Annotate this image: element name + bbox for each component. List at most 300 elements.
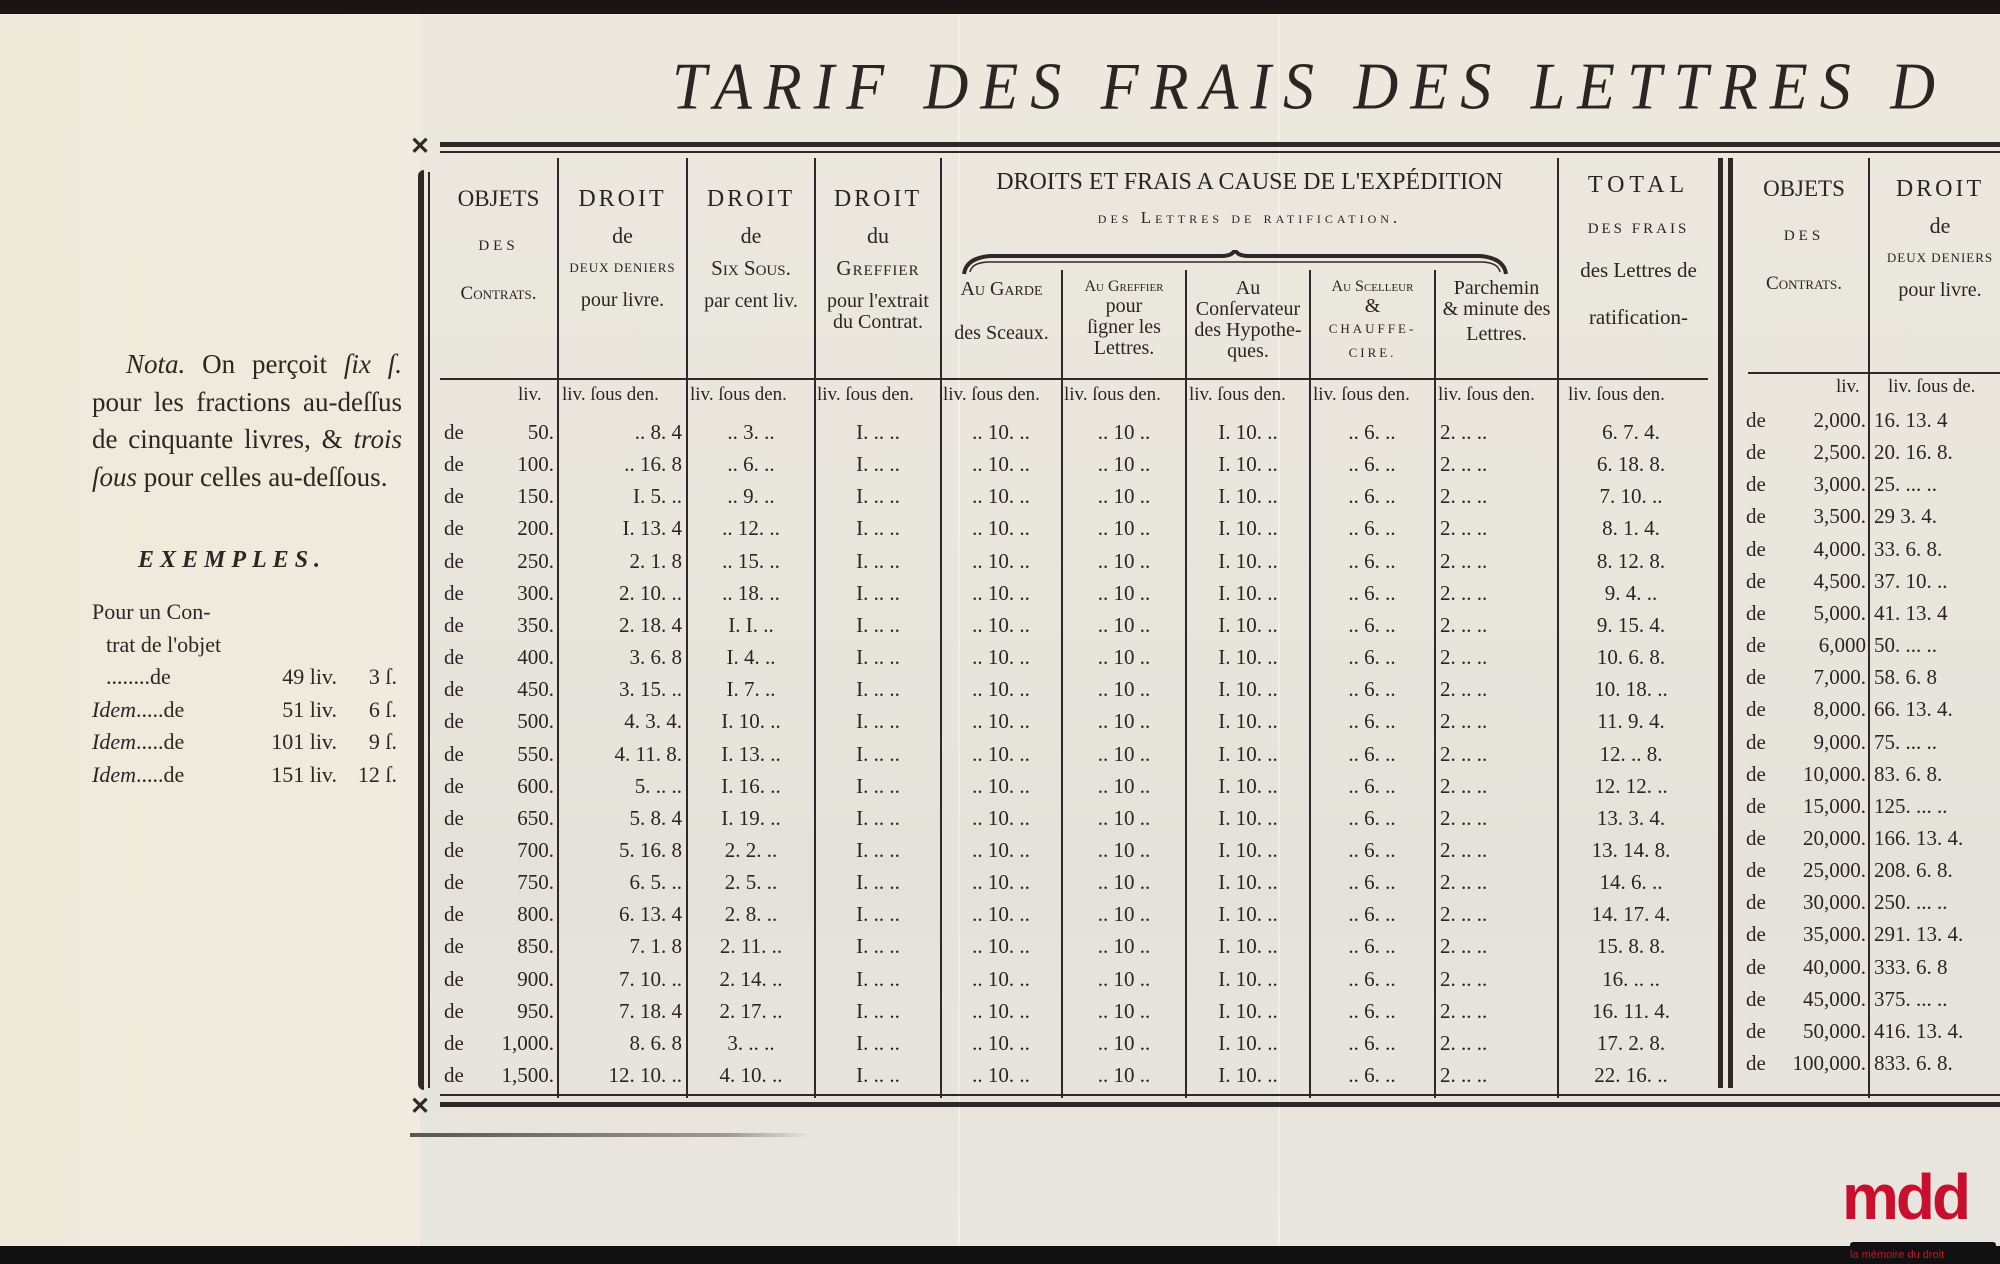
table-cell-scelleur: .. 6. ..	[1348, 998, 1396, 1023]
table-cell-de: de	[1746, 954, 1766, 979]
table-cell-greffier: I. .. ..	[856, 966, 900, 991]
table-cell-deux: .. 16. 8	[624, 452, 682, 477]
table-cell-six: .. 9. ..	[727, 484, 775, 509]
table-cell-deux: 833. 6. 8.	[1874, 1051, 1953, 1075]
table-cell-six: 2. 5. ..	[724, 870, 778, 895]
example-row: Idem.....de 51 liv. 6 ſ.	[92, 696, 397, 722]
table-cell-deux: 375. ... ..	[1874, 986, 1948, 1011]
table-cell-objet: 9,000.	[1813, 729, 1866, 754]
table-cell-conserv: I. 10. ..	[1218, 709, 1278, 734]
table-cell-de: de	[444, 741, 464, 766]
table-cell-garde: .. 10. ..	[972, 452, 1030, 477]
table-cell-six: I. 10. ..	[721, 709, 781, 734]
table-cell-objet: 300.	[517, 580, 554, 605]
table-cell-objet: 250.	[517, 548, 554, 573]
nota-block: Nota. On perçoit ſix ſ. pour les fractions au-deſſus de cinquante livres, & trois ſous pour celles au-deſſous.	[92, 349, 403, 492]
table-cell-de: de	[444, 484, 464, 509]
table-cell-garde: .. 10. ..	[972, 998, 1030, 1023]
table-cell-objet: 1,000.	[501, 1030, 554, 1055]
table-cell-objet: 100.	[517, 452, 554, 477]
scan-edge	[0, 1246, 2000, 1264]
table-cell-de: de	[444, 677, 464, 702]
table-cell-total: 14. 17. 4.	[1591, 902, 1671, 927]
table-border-bottom	[440, 1102, 2000, 1107]
table-cell-de: de	[1746, 697, 1766, 722]
table-cell-objet: 2,500.	[1813, 440, 1866, 465]
table-cell-six: 2. 8. ..	[724, 902, 778, 927]
table-cell-conserv: I. 10. ..	[1218, 837, 1278, 862]
example-row: Idem.....de 151 liv. 12 ſ.	[92, 761, 397, 787]
example-row: Idem.....de 101 liv. 9 ſ.	[92, 729, 397, 754]
table-cell-six: .. 3. ..	[727, 420, 775, 444]
column-divider	[1061, 270, 1063, 1098]
table-cell-deux: 5. .. ..	[634, 773, 682, 798]
header-group-expedition: DROITS ET FRAIS A CAUSE DE L'EXPÉDITION des Lettres de ratification.	[996, 169, 1503, 227]
table-cell-parch: 2. .. ..	[1440, 966, 1488, 991]
table-cell-objet: 350.	[517, 612, 554, 637]
table-cell-objet: 10,000.	[1803, 761, 1866, 786]
table-cell-scelleur: .. 6. ..	[1348, 709, 1396, 734]
table-cell-de: de	[1746, 536, 1766, 561]
table-cell-objet: 7,000.	[1813, 665, 1866, 690]
table-cell-scelleur: .. 6. ..	[1348, 452, 1396, 477]
table-cell-objet: 40,000.	[1803, 954, 1866, 979]
table-cell-de: de	[444, 773, 464, 798]
table-cell-de: de	[444, 837, 464, 862]
table-cell-gref_sign: .. 10 ..	[1097, 612, 1151, 637]
table-cell-de: de	[1746, 504, 1766, 529]
table-cell-deux: 4. 3. 4.	[624, 709, 682, 734]
table-cell-greffier: I. .. ..	[856, 1063, 900, 1087]
table-cell-deux: 33. 6. 8.	[1874, 536, 1943, 561]
table-border-bottom	[440, 1094, 2000, 1096]
table-cell-deux: 291. 13. 4.	[1874, 922, 1964, 947]
table-cell-total: 9. 15. 4.	[1596, 612, 1666, 637]
exemples-list	[92, 596, 402, 791]
table-cell-objet: 2,000.	[1813, 408, 1866, 432]
table-cell-de: de	[1746, 665, 1766, 690]
table-cell-six: I. 19. ..	[721, 805, 781, 830]
table-border-top	[440, 151, 2000, 153]
table-cell-greffier: I. .. ..	[856, 516, 900, 541]
table-cell-conserv: I. 10. ..	[1218, 966, 1278, 991]
table-cell-six: I. I. ..	[728, 612, 774, 637]
table-cell-gref_sign: .. 10 ..	[1097, 934, 1151, 959]
table-cell-conserv: I. 10. ..	[1218, 612, 1278, 637]
table-cell-scelleur: .. 6. ..	[1348, 516, 1396, 541]
table-cell-deux: 7. 10. ..	[619, 966, 682, 991]
table-cell-greffier: I. .. ..	[856, 837, 900, 862]
table-cell-de: de	[1746, 890, 1766, 915]
page-title: TARIF DES FRAIS DES LETTRES D	[672, 50, 1948, 124]
unit-label: liv. ſous de.	[1888, 376, 1976, 397]
brace-icon	[960, 250, 1510, 276]
table-cell-garde: .. 10. ..	[972, 741, 1030, 766]
table-cell-deux: I. 13. 4	[622, 516, 682, 541]
table-cell-scelleur: .. 6. ..	[1348, 837, 1396, 862]
table-cell-deux: 4. 11. 8.	[614, 741, 682, 766]
table-cell-objet: 8,000.	[1813, 697, 1866, 722]
table-cell-gref_sign: .. 10 ..	[1097, 516, 1151, 541]
table-cell-six: I. 7. ..	[726, 677, 776, 702]
table-cell-scelleur: .. 6. ..	[1348, 1063, 1396, 1087]
table-cell-objet: 750.	[517, 870, 554, 895]
table-cell-gref_sign: .. 10 ..	[1097, 452, 1151, 477]
table-cell-objet: 45,000.	[1803, 986, 1866, 1011]
table-cell-garde: .. 10. ..	[972, 709, 1030, 734]
table-cell-gref_sign: .. 10 ..	[1097, 420, 1151, 444]
table-cell-parch: 2. .. ..	[1440, 902, 1488, 927]
table-cell-total: 6. 18. 8.	[1596, 452, 1666, 477]
table-cell-six: .. 6. ..	[727, 452, 775, 477]
table-cell-parch: 2. .. ..	[1440, 709, 1488, 734]
table-cell-greffier: I. .. ..	[856, 934, 900, 959]
table-cell-objet: 650.	[517, 805, 554, 830]
table-cell-deux: 333. 6. 8	[1874, 954, 1948, 979]
unit-label: liv.	[518, 384, 542, 405]
unit-label: liv. ſous den.	[1189, 384, 1286, 405]
table-cell-greffier: I. .. ..	[856, 645, 900, 670]
table-cell-gref_sign: .. 10 ..	[1097, 1063, 1151, 1087]
table-cell-scelleur: .. 6. ..	[1348, 612, 1396, 637]
table-cell-deux: 37. 10. ..	[1874, 568, 1948, 593]
table-cell-deux: 250. ... ..	[1874, 890, 1948, 915]
table-cell-objet: 600.	[517, 773, 554, 798]
header-total: TOTAL DES FRAIS des Lettres de ratification-	[1580, 172, 1697, 329]
table-cell-parch: 2. .. ..	[1440, 612, 1488, 637]
table-cell-objet: 500.	[517, 709, 554, 734]
header-deux-deniers-right: DROIT de DEUX DENIERS pour livre.	[1886, 176, 1994, 301]
table-cell-total: 13. 14. 8.	[1591, 837, 1671, 862]
table-cell-objet: 30,000.	[1803, 890, 1866, 915]
table-cell-garde: .. 10. ..	[972, 870, 1030, 895]
table-cell-gref_sign: .. 10 ..	[1097, 741, 1151, 766]
ornament-icon: ✕	[410, 134, 431, 160]
table-cell-total: 7. 10. ..	[1599, 484, 1663, 509]
table-cell-de: de	[444, 516, 464, 541]
table-cell-scelleur: .. 6. ..	[1348, 677, 1396, 702]
unit-label: liv. ſous den.	[817, 384, 914, 405]
table-cell-deux: 166. 13. 4.	[1874, 825, 1964, 850]
table-cell-conserv: I. 10. ..	[1218, 741, 1278, 766]
table-cell-garde: .. 10. ..	[972, 805, 1030, 830]
table-cell-conserv: I. 10. ..	[1218, 677, 1278, 702]
table-cell-six: I. 4. ..	[726, 645, 776, 670]
table-cell-gref_sign: .. 10 ..	[1097, 548, 1151, 573]
table-cell-conserv: I. 10. ..	[1218, 1030, 1278, 1055]
table-cell-conserv: I. 10. ..	[1218, 805, 1278, 830]
table-cell-objet: 150.	[517, 484, 554, 509]
table-cell-deux: 7. 18. 4	[619, 998, 682, 1023]
table-cell-deux: 41. 13. 4	[1874, 600, 1948, 625]
table-cell-de: de	[444, 934, 464, 959]
table-cell-de: de	[1746, 568, 1766, 593]
table-cell-deux: 416. 13. 4.	[1874, 1018, 1964, 1043]
unit-label: liv. ſous den.	[1438, 384, 1535, 405]
section-divider	[1718, 158, 1723, 1088]
table-cell-greffier: I. .. ..	[856, 420, 900, 444]
table-cell-total: 16. 11. 4.	[1592, 998, 1670, 1023]
table-cell-de: de	[444, 580, 464, 605]
table-cell-parch: 2. .. ..	[1440, 645, 1488, 670]
unit-label: liv. ſous den.	[1568, 384, 1665, 405]
table-cell-total: 14. 6. ..	[1599, 870, 1663, 895]
table-cell-scelleur: .. 6. ..	[1348, 934, 1396, 959]
table-cell-parch: 2. .. ..	[1440, 773, 1488, 798]
table-cell-garde: .. 10. ..	[972, 902, 1030, 927]
header-garde-sceaux: Au Garde des Sceaux.	[954, 278, 1049, 344]
table-cell-garde: .. 10. ..	[972, 420, 1030, 444]
section-divider	[1728, 158, 1733, 1088]
table-cell-garde: .. 10. ..	[972, 645, 1030, 670]
table-cell-de: de	[444, 1030, 464, 1055]
table-cell-gref_sign: .. 10 ..	[1097, 484, 1151, 509]
table-cell-objet: 6,000	[1818, 633, 1866, 658]
table-cell-greffier: I. .. ..	[856, 773, 900, 798]
table-cell-de: de	[444, 902, 464, 927]
header-six-sous: DROIT de Six Sous. par cent liv.	[704, 186, 798, 312]
table-cell-conserv: I. 10. ..	[1218, 1063, 1278, 1087]
table-cell-greffier: I. .. ..	[856, 677, 900, 702]
table-cell-gref_sign: .. 10 ..	[1097, 645, 1151, 670]
table-cell-de: de	[1746, 1051, 1766, 1075]
column-divider	[1434, 270, 1436, 1098]
table-cell-conserv: I. 10. ..	[1218, 645, 1278, 670]
table-cell-gref_sign: .. 10 ..	[1097, 902, 1151, 927]
table-cell-deux: 125. ... ..	[1874, 793, 1948, 818]
table-cell-total: 9. 4. ..	[1604, 580, 1658, 605]
table-cell-de: de	[1746, 1018, 1766, 1043]
table-cell-objet: 50,000.	[1803, 1018, 1866, 1043]
table-cell-six: 4. 10. ..	[719, 1063, 783, 1087]
table-cell-garde: .. 10. ..	[972, 580, 1030, 605]
table-cell-scelleur: .. 6. ..	[1348, 1030, 1396, 1055]
table-cell-objet: 15,000.	[1803, 793, 1866, 818]
table-cell-six: 2. 11. ..	[719, 934, 783, 959]
table-cell-objet: 4,000.	[1813, 536, 1866, 561]
table-cell-total: 8. 12. 8.	[1596, 548, 1666, 573]
table-cell-parch: 2. .. ..	[1440, 998, 1488, 1023]
table-cell-conserv: I. 10. ..	[1218, 870, 1278, 895]
table-cell-de: de	[444, 548, 464, 573]
table-cell-garde: .. 10. ..	[972, 837, 1030, 862]
table-cell-total: 12. .. 8.	[1599, 741, 1663, 766]
table-cell-gref_sign: .. 10 ..	[1097, 998, 1151, 1023]
column-divider	[1185, 270, 1187, 1098]
table-cell-deux: 75. ... ..	[1874, 729, 1937, 754]
table-cell-scelleur: .. 6. ..	[1348, 773, 1396, 798]
table-cell-de: de	[444, 1063, 464, 1087]
header-rule	[1748, 372, 2000, 374]
table-cell-six: 2. 17. ..	[719, 998, 783, 1023]
table-border-left	[428, 172, 430, 1088]
table-cell-de: de	[444, 420, 464, 444]
table-cell-de: de	[1746, 600, 1766, 625]
table-cell-parch: 2. .. ..	[1440, 934, 1488, 959]
table-cell-six: .. 15. ..	[722, 548, 780, 573]
table-cell-conserv: I. 10. ..	[1218, 548, 1278, 573]
table-cell-objet: 200.	[517, 516, 554, 541]
exemples-intro: Pour un Con-	[92, 599, 211, 624]
table-cell-objet: 25,000.	[1803, 858, 1866, 883]
table-cell-greffier: I. .. ..	[856, 870, 900, 895]
table-cell-six: I. 13. ..	[721, 741, 781, 766]
table-cell-de: de	[444, 452, 464, 477]
table-cell-de: de	[444, 966, 464, 991]
table-cell-scelleur: .. 6. ..	[1348, 484, 1396, 509]
table-cell-garde: .. 10. ..	[972, 677, 1030, 702]
table-cell-garde: .. 10. ..	[972, 548, 1030, 573]
table-cell-six: 3. .. ..	[727, 1030, 775, 1055]
table-cell-parch: 2. .. ..	[1440, 452, 1488, 477]
table-cell-deux: 50. ... ..	[1874, 633, 1937, 658]
table-cell-de: de	[444, 645, 464, 670]
table-cell-deux: 25. ... ..	[1874, 472, 1937, 497]
table-cell-objet: 700.	[517, 837, 554, 862]
table-cell-deux: 3. 15. ..	[619, 677, 682, 702]
table-cell-total: 8. 1. 4.	[1602, 516, 1660, 541]
table-cell-scelleur: .. 6. ..	[1348, 645, 1396, 670]
table-cell-objet: 20,000.	[1803, 825, 1866, 850]
table-cell-de: de	[1746, 633, 1766, 658]
table-cell-deux: 58. 6. 8	[1874, 665, 1937, 690]
table-cell-parch: 2. .. ..	[1440, 1063, 1488, 1087]
unit-label: liv. ſous den.	[562, 384, 659, 405]
table-cell-deux: 20. 16. 8.	[1874, 440, 1953, 465]
table-cell-deux: 66. 13. 4.	[1874, 697, 1953, 722]
table-cell-parch: 2. .. ..	[1440, 870, 1488, 895]
table-cell-deux: 6. 5. ..	[629, 870, 682, 895]
ornament-icon: ✕	[410, 1094, 431, 1120]
exemples-heading: EXEMPLES.	[138, 547, 327, 573]
table-border-left	[418, 170, 424, 1090]
table-cell-conserv: I. 10. ..	[1218, 452, 1278, 477]
table-cell-deux: .. 8. 4	[634, 420, 682, 444]
table-cell-greffier: I. .. ..	[856, 741, 900, 766]
table-cell-deux: 5. 8. 4	[629, 805, 682, 830]
table-cell-de: de	[1746, 408, 1766, 432]
table-cell-garde: .. 10. ..	[972, 612, 1030, 637]
table-cell-scelleur: .. 6. ..	[1348, 805, 1396, 830]
table-cell-scelleur: .. 6. ..	[1348, 741, 1396, 766]
table-cell-six: .. 12. ..	[722, 516, 780, 541]
table-cell-parch: 2. .. ..	[1440, 677, 1488, 702]
table-cell-gref_sign: .. 10 ..	[1097, 1030, 1151, 1055]
table-cell-total: 10. 18. ..	[1594, 677, 1668, 702]
table-cell-de: de	[1746, 472, 1766, 497]
table-cell-garde: .. 10. ..	[972, 484, 1030, 509]
table-cell-scelleur: .. 6. ..	[1348, 580, 1396, 605]
header-conservateur: Au Conſervateur des Hypothe- ques.	[1194, 277, 1302, 362]
table-cell-gref_sign: .. 10 ..	[1097, 805, 1151, 830]
table-cell-deux: 5. 16. 8	[619, 837, 682, 862]
table-cell-gref_sign: .. 10 ..	[1097, 709, 1151, 734]
table-cell-de: de	[1746, 761, 1766, 786]
example-row: ........de 49 liv. 3 ſ.	[106, 664, 397, 689]
table-cell-scelleur: .. 6. ..	[1348, 966, 1396, 991]
table-cell-de: de	[1746, 440, 1766, 465]
header-deux-deniers: DROIT de DEUX DENIERS pour livre.	[569, 186, 676, 311]
table-cell-deux: 83. 6. 8.	[1874, 761, 1943, 786]
table-cell-de: de	[444, 709, 464, 734]
table-cell-objet: 4,500.	[1813, 568, 1866, 593]
table-cell-deux: 3. 6. 8	[629, 645, 682, 670]
unit-label: liv. ſous den.	[690, 384, 787, 405]
table-cell-de: de	[444, 998, 464, 1023]
table-cell-parch: 2. .. ..	[1440, 484, 1488, 509]
table-cell-parch: 2. .. ..	[1440, 1030, 1488, 1055]
table-cell-scelleur: .. 6. ..	[1348, 548, 1396, 573]
header-greffier-signer: Au Greffier pour ſigner les Lettres.	[1084, 278, 1164, 359]
table-cell-objet: 3,000.	[1813, 472, 1866, 497]
table-cell-objet: 850.	[517, 934, 554, 959]
table-cell-objet: 950.	[517, 998, 554, 1023]
table-cell-deux: 2. 10. ..	[619, 580, 682, 605]
table-cell-deux: 208. 6. 8.	[1874, 858, 1953, 883]
table-cell-objet: 550.	[517, 741, 554, 766]
table-cell-objet: 1,500.	[501, 1063, 554, 1087]
table-cell-conserv: I. 10. ..	[1218, 998, 1278, 1023]
table-cell-garde: .. 10. ..	[972, 1063, 1030, 1087]
table-cell-deux: 2. 18. 4	[619, 612, 682, 637]
unit-label: liv. ſous den.	[1313, 384, 1410, 405]
column-divider	[1309, 270, 1311, 1098]
unit-label: liv. ſous den.	[1064, 384, 1161, 405]
table-cell-total: 11. 9. 4.	[1597, 709, 1665, 734]
table-cell-six: .. 18. ..	[722, 580, 780, 605]
table-cell-total: 15. 8. 8.	[1596, 934, 1666, 959]
table-cell-conserv: I. 10. ..	[1218, 773, 1278, 798]
table-cell-de: de	[444, 805, 464, 830]
table-cell-gref_sign: .. 10 ..	[1097, 966, 1151, 991]
table-cell-greffier: I. .. ..	[856, 805, 900, 830]
table-cell-conserv: I. 10. ..	[1218, 580, 1278, 605]
table-cell-de: de	[1746, 858, 1766, 883]
table-cell-conserv: I. 10. ..	[1218, 420, 1278, 444]
table-cell-deux: 8. 6. 8	[629, 1030, 682, 1055]
table-cell-six: 2. 14. ..	[719, 966, 783, 991]
table-cell-parch: 2. .. ..	[1440, 420, 1488, 444]
table-cell-gref_sign: .. 10 ..	[1097, 870, 1151, 895]
table-cell-scelleur: .. 6. ..	[1348, 902, 1396, 927]
table-cell-greffier: I. .. ..	[856, 484, 900, 509]
table-cell-objet: 35,000.	[1803, 922, 1866, 947]
table-cell-parch: 2. .. ..	[1440, 580, 1488, 605]
table-cell-total: 10. 6. 8.	[1596, 645, 1666, 670]
table-cell-de: de	[444, 870, 464, 895]
table-cell-six: I. 16. ..	[721, 773, 781, 798]
table-cell-greffier: I. .. ..	[856, 709, 900, 734]
table-cell-objet: 50.	[527, 420, 554, 444]
table-cell-greffier: I. .. ..	[856, 1030, 900, 1055]
decorative-rule	[410, 1133, 810, 1137]
header-parchemin: Parchemin & minute des Lettres.	[1442, 277, 1551, 345]
table-cell-deux: I. 5. ..	[633, 484, 682, 509]
table-cell-de: de	[1746, 793, 1766, 818]
table-cell-de: de	[1746, 825, 1766, 850]
table-cell-de: de	[1746, 729, 1766, 754]
table-cell-objet: 400.	[517, 645, 554, 670]
table-cell-greffier: I. .. ..	[856, 548, 900, 573]
table-cell-parch: 2. .. ..	[1440, 741, 1488, 766]
unit-label: liv. ſous den.	[943, 384, 1040, 405]
table-cell-parch: 2. .. ..	[1440, 837, 1488, 862]
table-cell-objet: 3,500.	[1813, 504, 1866, 529]
table-cell-deux: 16. 13. 4	[1874, 408, 1948, 432]
table-cell-gref_sign: .. 10 ..	[1097, 773, 1151, 798]
table-cell-garde: .. 10. ..	[972, 773, 1030, 798]
table-cell-garde: .. 10. ..	[972, 966, 1030, 991]
